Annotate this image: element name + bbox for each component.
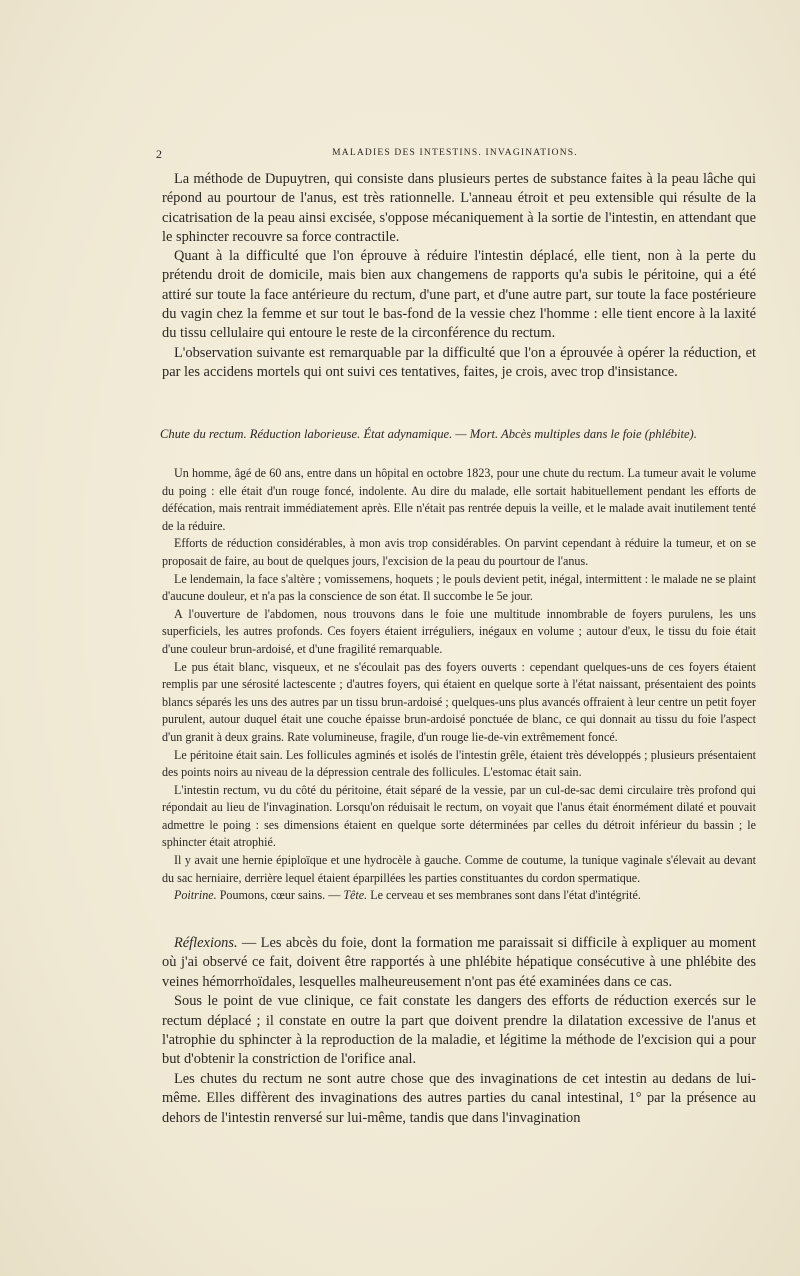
paragraph: Le lendemain, la face s'altère ; vomissemens, hoquets ; le pouls devient petit, inégal, intermittent : le malade ne se plaint d'aucune douleur, et n'a pas la conscience de son état. Il succombe le 5e jour. (162, 571, 756, 604)
case-title: Chute du rectum. Réduction laborieuse. État adynamique. — Mort. Abcès multiples dans le foie (phlébite). (160, 427, 697, 441)
intro-text (162, 170, 756, 382)
paragraph: La méthode de Dupuytren, qui consiste dans plusieurs pertes de substance faites à la peau lâche qui répond au pourtour de l'anus, est très rationnelle. L'anneau étroit et peu extensible qui résulte de la cicatrisation de la peau ainsi excisée, s'oppose mécaniquement à la sortie de l'intestin, en attendant que le sphincter recouvre sa force contractile. (162, 171, 756, 245)
paragraph: Le péritoine était sain. Les follicules agminés et isolés de l'intestin grêle, étaient très développés ; plusieurs présentaient des points noirs au niveau de la dépression centrale des follicules. L'estomac était sain. (162, 747, 756, 780)
paragraph-poitrine (162, 887, 756, 905)
poitrine-text: Poumons, cœur sains. — (216, 888, 344, 903)
running-title: MALADIES DES INTESTINS. INVAGINATIONS. (332, 148, 578, 158)
paragraph: L'intestin rectum, vu du côté du péritoine, était séparé de la vessie, par un cul-de-sac demi circulaire très profond qui répondait au lieu de l'invagination. Lorsqu'on réduisait le rectum, on voyait que l'anus était énormément dilaté et pouvait admettre le poing : ses dimensions étaient en quelque sorte déterminées par celles du détroit inférieur du bassin ; le sphincter était atrophié. (162, 782, 756, 850)
reflexions-first: — Les abcès du foie, dont la formation me paraissait si difficile à expliquer au moment où j'ai observé ce fait, doivent être rapportés à une phlébite hépatique consécutive à une phlébite des veines hémorrhoïdales, lesquelles malheureusement n'ont pas été examinées dans ce cas. (162, 935, 756, 990)
paragraph: L'observation suivante est remarquable par la difficulté que l'on a éprouvée à opérer la réduction, et par les accidens mortels qui ont suivi ces tentatives, faites, je crois, avec trop d'insistance. (162, 344, 756, 380)
paragraph: Sous le point de vue clinique, ce fait constate les dangers des efforts de réduction exercés sur le rectum déplacé ; il constate en outre la part que doivent prendre la dilatation excessive de l'anus et l'atrophie du sphincter à la reproduction de la maladie, et légitime la méthode de l'excision qui a pour but d'obtenir la constriction de l'orifice anal. (162, 993, 756, 1068)
paragraph: Les chutes du rectum ne sont autre chose que des invaginations de cet intestin au dedans de lui-même. Elles diffèrent des invaginations des autres parties du canal intestinal, 1° par la présence au dehors de l'intestin renversé sur lui-même, tandis que dans l'invagination (162, 1070, 756, 1126)
tete-text: Le cerveau et ses membranes sont dans l'état d'intégrité. (367, 888, 641, 903)
reflexions-label: Réflexions. (174, 935, 238, 951)
paragraph: Un homme, âgé de 60 ans, entre dans un hôpital en octobre 1823, pour une chute du rectum. La tumeur avait le volume du poing : elle était d'un rouge foncé, indolente. Au dire du malade, elle sortait habituellement pendant les efforts de défécation, mais rentrait immédiatement après. Elle n'était pas rentrée depuis la veille, et le malade avait inutilement tenté de la réduire. (162, 466, 756, 533)
paragraph: Il y avait une hernie épiploïque et une hydrocèle à gauche. Comme de coutume, la tunique vaginale s'élevait au devant du sac herniaire, derrière lequel étaient éparpillées les parties constituantes du cordon spermatique. (162, 853, 756, 885)
paragraph: Efforts de réduction considérables, à mon avis trop considérables. On parvint cependant à réduire la tumeur, et on se proposait de faire, au bout de quelques jours, l'excision de la peau du pourtour de l'anus. (162, 536, 756, 568)
tete-label: Tête. (343, 888, 368, 903)
paragraph: Quant à la difficulté que l'on éprouve à réduire l'intestin déplacé, elle tient, non à la perte du prétendu droit de domicile, mais bien aux changemens de rapports qu'a subis le péritoine, qui a été attiré sur toute la face antérieure du rectum, d'une part, et d'une autre part, sur toute la face postérieure du vagin chez la femme et sur tout le bas-fond de la vessie chez l'homme : elle tient encore à la laxité du tissu cellulaire qui entoure le reste de la circonférence du rectum. (162, 248, 756, 342)
paragraph: A l'ouverture de l'abdomen, nous trouvons dans le foie une multitude innombrable de foyers purulens, les uns superficiels, les autres profonds. Ces foyers étaient irréguliers, inégaux en volume ; autour d'eux, le tissu du foie était d'une couleur brun-ardoisé, et d'une fragilité remarquable. (162, 606, 756, 656)
paragraph: Le pus était blanc, visqueux, et ne s'écoulait pas des foyers ouverts : cependant quelques-uns de ces foyers étaient remplis par une sérosité lactescente ; d'autres foyers, qui étaient en quelque sorte à l'état naissant, présentaient des points blancs séparés les uns des autres par un tissu brun-ardoisé ; quelques-uns plus avancés offraient à leur centre un petit foyer purulent, autour duquel était une couche épaisse brun-ardoisé ponctuée de blanc, ce qui donnait au tissu du foie l'aspect d'un granit à deux grains. Rate volumineuse, fragile, d'un rouge lie-de-vin extrêmement foncé. (162, 659, 756, 744)
page-number: 2 (156, 147, 162, 161)
page-header (150, 147, 760, 163)
poitrine-label: Poitrine. (174, 888, 217, 903)
reflexions-section (162, 934, 756, 1128)
case-report (162, 465, 756, 905)
paragraph-reflexions (162, 934, 756, 992)
